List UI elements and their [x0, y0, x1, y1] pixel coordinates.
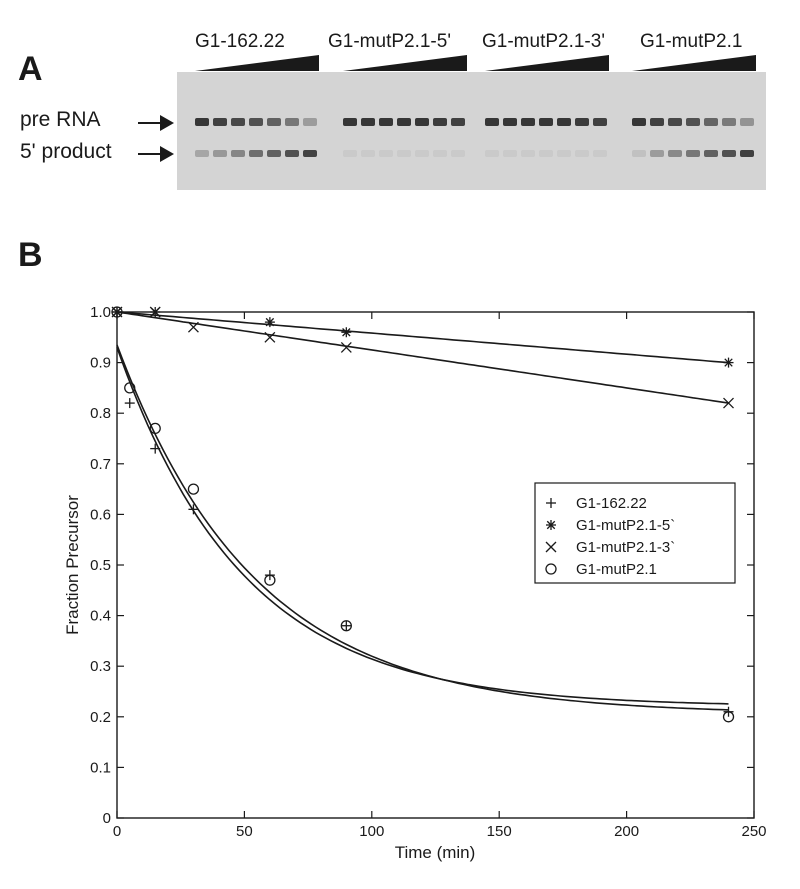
pre-rna-band	[249, 118, 263, 126]
data-point	[265, 317, 275, 327]
legend-entry: G1-mutP2.1-3`	[576, 539, 676, 556]
product-band	[343, 150, 357, 157]
pre-rna-band	[361, 118, 375, 126]
pre-rna-band	[433, 118, 447, 126]
legend-marker	[546, 520, 556, 530]
pre-rna-band	[213, 118, 227, 126]
product-band	[632, 150, 646, 157]
pre-rna-band	[740, 118, 754, 126]
legend	[535, 483, 735, 583]
concentration-wedge	[343, 55, 467, 71]
y-tick-label: 0.4	[90, 607, 111, 625]
product-band	[650, 150, 664, 157]
pre-rna-band	[557, 118, 571, 126]
product-band	[722, 150, 736, 157]
product-band	[415, 150, 429, 157]
pre-rna-band	[503, 118, 517, 126]
lane-label-g1-mutp2-1-3: G1-mutP2.1-3'	[482, 31, 605, 52]
pre-rna-band	[267, 118, 281, 126]
product-band	[231, 150, 245, 157]
pre-rna-band	[303, 118, 317, 126]
pre-rna-band	[632, 118, 646, 126]
data-point	[724, 358, 734, 368]
product-band	[740, 150, 754, 157]
product-band	[668, 150, 682, 157]
concentration-wedge	[485, 55, 609, 71]
product-band	[249, 150, 263, 157]
y-tick-label: 1.0	[90, 304, 111, 321]
pre-rna-band	[195, 118, 209, 126]
product-band	[433, 150, 447, 157]
x-tick-label: 150	[486, 823, 512, 840]
product-band	[267, 150, 281, 157]
y-axis-label: Fraction Precursor	[63, 495, 82, 635]
pre-rna-band	[343, 118, 357, 126]
product-band	[704, 150, 718, 157]
concentration-wedge	[632, 55, 756, 71]
data-point	[188, 484, 198, 494]
product-band	[485, 150, 499, 157]
pre-rna-band	[485, 118, 499, 126]
x-tick-label: 0	[112, 823, 122, 840]
product-band	[575, 150, 589, 157]
product-band	[451, 150, 465, 157]
x-tick-label: 100	[359, 823, 385, 840]
pre-rna-band	[539, 118, 553, 126]
fit-curve	[117, 312, 729, 363]
pre-rna-band	[521, 118, 535, 126]
legend-entry: G1-162.22	[576, 495, 647, 512]
product-band	[303, 150, 317, 157]
pre-rna-band	[686, 118, 700, 126]
pre-rna-label: pre RNA	[20, 108, 101, 131]
product-band	[195, 150, 209, 157]
lane-label-g1-162-22: G1-162.22	[195, 31, 285, 52]
product-band	[379, 150, 393, 157]
pre-rna-band	[231, 118, 245, 126]
panel-a-letter: A	[18, 50, 43, 88]
x-tick-label: 250	[741, 823, 767, 840]
y-tick-label: 0	[102, 810, 111, 827]
pre-rna-band	[722, 118, 736, 126]
gel-bands	[195, 118, 754, 157]
y-tick-label: 0.3	[90, 658, 111, 676]
pre-rna-band	[415, 118, 429, 126]
product-band	[521, 150, 535, 157]
y-tick-label: 0.1	[90, 759, 111, 777]
lane-label-g1-mutp2-1-5: G1-mutP2.1-5'	[328, 31, 451, 52]
product-band	[213, 150, 227, 157]
legend-entry: G1-mutP2.1	[576, 561, 657, 578]
pre-rna-band	[668, 118, 682, 126]
product-band	[503, 150, 517, 157]
y-tick-label: 0.7	[90, 455, 111, 473]
pre-rna-band	[575, 118, 589, 126]
product-band	[593, 150, 607, 157]
x-tick-label: 50	[236, 823, 253, 840]
x-tick-label: 200	[614, 823, 640, 840]
pre-rna-band	[397, 118, 411, 126]
concentration-wedge	[195, 55, 319, 71]
panel-b-letter: B	[18, 236, 43, 274]
y-tick-label: 0.2	[90, 708, 111, 726]
x-axis-label: Time (min)	[394, 843, 476, 862]
pre-rna-band	[379, 118, 393, 126]
product-band	[539, 150, 553, 157]
lane-label-g1-mutp2-1: G1-mutP2.1	[640, 31, 743, 52]
legend-entry: G1-mutP2.1-5`	[576, 517, 676, 534]
y-tick-label: 0.6	[90, 506, 111, 524]
data-point	[341, 327, 351, 337]
y-tick-label: 0.5	[90, 557, 111, 574]
y-tick-label: 0.9	[90, 354, 111, 372]
concentration-wedges	[195, 55, 756, 71]
pre-rna-band	[704, 118, 718, 126]
pre-rna-band	[650, 118, 664, 126]
product-label: 5' product	[20, 140, 112, 163]
pre-rna-band	[451, 118, 465, 126]
product-band	[361, 150, 375, 157]
data-point	[125, 398, 135, 408]
fit-curve	[117, 312, 729, 403]
data-point	[265, 332, 275, 342]
pre-rna-band	[285, 118, 299, 126]
product-band	[686, 150, 700, 157]
pre-rna-band	[593, 118, 607, 126]
product-band	[397, 150, 411, 157]
data-point	[150, 444, 160, 454]
y-tick-label: 0.8	[90, 405, 111, 423]
product-band	[285, 150, 299, 157]
product-band	[557, 150, 571, 157]
